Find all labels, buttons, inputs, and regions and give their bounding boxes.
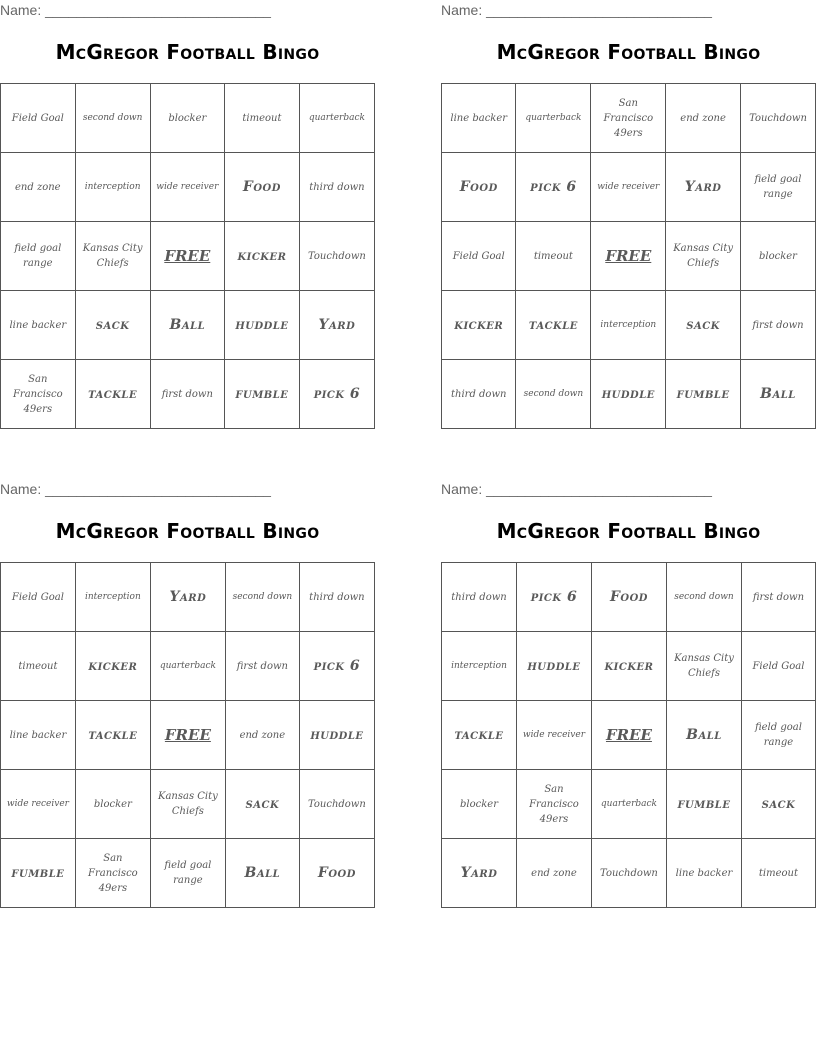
bingo-cell: pick 6 xyxy=(517,563,592,632)
bingo-cell: wide receiver xyxy=(1,770,76,839)
bingo-cell: end zone xyxy=(225,701,299,770)
bingo-cell: end zone xyxy=(1,153,76,222)
bingo-cell: line backer xyxy=(442,84,516,153)
bingo-cell: wide receiver xyxy=(591,153,666,222)
bingo-cell: blocker xyxy=(740,222,815,291)
bingo-cell: pick 6 xyxy=(299,632,374,701)
bingo-cell: Field Goal xyxy=(741,632,815,701)
bingo-cell: San Francisco 49ers xyxy=(1,360,76,429)
bingo-cell: Kansas City Chiefs xyxy=(75,222,150,291)
bingo-cell: second down xyxy=(516,360,591,429)
bingo-cell: tackle xyxy=(442,701,517,770)
bingo-cell: Food xyxy=(591,563,666,632)
bingo-cell: Kansas City Chiefs xyxy=(667,632,742,701)
bingo-grid xyxy=(0,83,375,429)
card-title: McGregor Football Bingo xyxy=(55,519,320,543)
name-field-line: Name: _____________________________ xyxy=(0,2,271,18)
bingo-cell: fumble xyxy=(666,360,741,429)
bingo-cell: end zone xyxy=(666,84,741,153)
bingo-cell: sack xyxy=(666,291,741,360)
bingo-cell: Field Goal xyxy=(1,563,76,632)
bingo-cell: timeout xyxy=(1,632,76,701)
bingo-cell: San Francisco 49ers xyxy=(517,770,592,839)
bingo-cell: third down xyxy=(299,563,374,632)
bingo-cell: second down xyxy=(667,563,742,632)
bingo-cell: line backer xyxy=(1,701,76,770)
bingo-cell: FREE xyxy=(591,701,666,770)
bingo-cell: timeout xyxy=(516,222,591,291)
bingo-cell: Field Goal xyxy=(1,84,76,153)
bingo-cell: interception xyxy=(75,153,150,222)
bingo-grid xyxy=(441,83,816,429)
bingo-cell: tackle xyxy=(516,291,591,360)
bingo-cell: second down xyxy=(75,84,150,153)
bingo-cell: Yard xyxy=(442,839,517,908)
bingo-cell: field goal range xyxy=(741,701,815,770)
card-title: McGregor Football Bingo xyxy=(496,40,761,64)
card-title: McGregor Football Bingo xyxy=(496,519,761,543)
bingo-cell: first down xyxy=(225,632,299,701)
bingo-cell: first down xyxy=(740,291,815,360)
bingo-cell: quarterback xyxy=(150,632,225,701)
bingo-cell: quarterback xyxy=(516,84,591,153)
bingo-cell: Food xyxy=(299,839,374,908)
bingo-cell: first down xyxy=(741,563,815,632)
bingo-grid xyxy=(0,562,375,908)
bingo-cell: FREE xyxy=(150,222,224,291)
bingo-cell: FREE xyxy=(591,222,666,291)
bingo-cell: huddle xyxy=(591,360,666,429)
bingo-cell: Field Goal xyxy=(442,222,516,291)
bingo-cell: Ball xyxy=(150,291,224,360)
bingo-cell: kicker xyxy=(75,632,150,701)
bingo-cell: interception xyxy=(442,632,517,701)
bingo-cell: timeout xyxy=(741,839,815,908)
bingo-cell: huddle xyxy=(299,701,374,770)
bingo-cell: San Francisco 49ers xyxy=(591,84,666,153)
bingo-cell: first down xyxy=(150,360,224,429)
bingo-cell: pick 6 xyxy=(299,360,374,429)
bingo-cell: third down xyxy=(299,153,374,222)
bingo-cell: Touchdown xyxy=(299,770,374,839)
bingo-cell: field goal range xyxy=(740,153,815,222)
bingo-cell: fumble xyxy=(1,839,76,908)
bingo-cell: end zone xyxy=(517,839,592,908)
bingo-cell: tackle xyxy=(75,701,150,770)
name-field-line: Name: _____________________________ xyxy=(441,481,712,497)
bingo-cell: fumble xyxy=(667,770,742,839)
bingo-cell: Ball xyxy=(225,839,299,908)
bingo-cell: third down xyxy=(442,360,516,429)
bingo-cell: wide receiver xyxy=(517,701,592,770)
bingo-cell: blocker xyxy=(442,770,517,839)
bingo-cell: kicker xyxy=(591,632,666,701)
bingo-cell: third down xyxy=(442,563,517,632)
bingo-cell: Yard xyxy=(150,563,225,632)
bingo-cell: Yard xyxy=(666,153,741,222)
bingo-grid xyxy=(441,562,816,908)
name-field-line: Name: _____________________________ xyxy=(441,2,712,18)
bingo-cell: Food xyxy=(442,153,516,222)
bingo-cell: timeout xyxy=(225,84,300,153)
bingo-cell: kicker xyxy=(442,291,516,360)
bingo-cell: sack xyxy=(741,770,815,839)
bingo-cell: huddle xyxy=(225,291,300,360)
bingo-cell: wide receiver xyxy=(150,153,224,222)
bingo-cell: field goal range xyxy=(150,839,225,908)
bingo-cell: huddle xyxy=(517,632,592,701)
bingo-cell: line backer xyxy=(1,291,76,360)
bingo-cell: Kansas City Chiefs xyxy=(150,770,225,839)
bingo-cell: Ball xyxy=(667,701,742,770)
name-field-line: Name: _____________________________ xyxy=(0,481,271,497)
bingo-cell: quarterback xyxy=(299,84,374,153)
bingo-cell: line backer xyxy=(667,839,742,908)
bingo-cell: interception xyxy=(591,291,666,360)
bingo-cell: Ball xyxy=(740,360,815,429)
bingo-cell: San Francisco 49ers xyxy=(75,839,150,908)
bingo-cell: FREE xyxy=(150,701,225,770)
bingo-cell: second down xyxy=(225,563,299,632)
bingo-cell: quarterback xyxy=(591,770,666,839)
bingo-cell: fumble xyxy=(225,360,300,429)
bingo-cell: sack xyxy=(225,770,299,839)
bingo-cell: Touchdown xyxy=(299,222,374,291)
bingo-cell: blocker xyxy=(150,84,224,153)
bingo-cell: interception xyxy=(75,563,150,632)
bingo-cell: Touchdown xyxy=(591,839,666,908)
bingo-cell: Kansas City Chiefs xyxy=(666,222,741,291)
bingo-cell: kicker xyxy=(225,222,300,291)
bingo-cell: tackle xyxy=(75,360,150,429)
bingo-cell: Food xyxy=(225,153,300,222)
card-title: McGregor Football Bingo xyxy=(55,40,320,64)
bingo-cell: sack xyxy=(75,291,150,360)
bingo-cell: pick 6 xyxy=(516,153,591,222)
bingo-cell: field goal range xyxy=(1,222,76,291)
bingo-cell: blocker xyxy=(75,770,150,839)
bingo-cell: Yard xyxy=(299,291,374,360)
bingo-cell: Touchdown xyxy=(740,84,815,153)
